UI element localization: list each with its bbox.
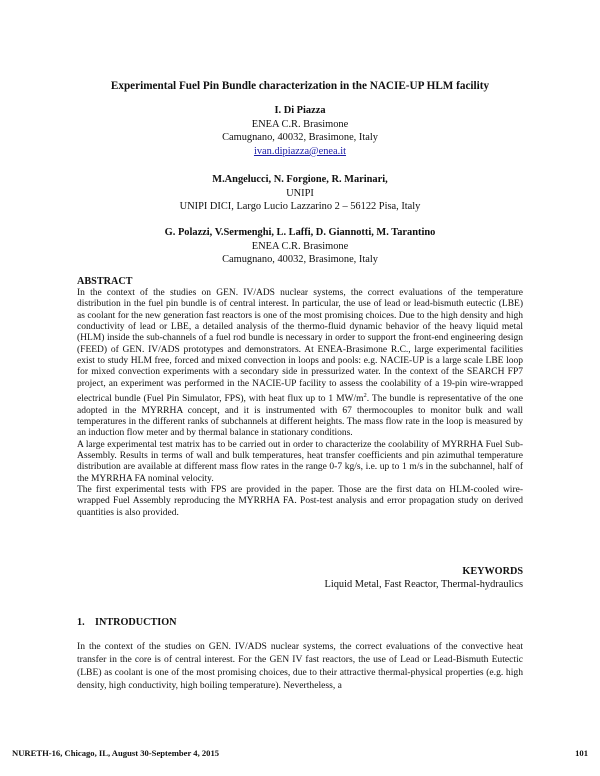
section-number: 1. bbox=[77, 617, 85, 628]
section-heading bbox=[77, 617, 177, 628]
author-block-1 bbox=[0, 104, 600, 158]
author-block-2 bbox=[0, 173, 600, 214]
author-affiliation: ENEA C.R. Brasimone bbox=[251, 118, 349, 130]
footer-conference: NURETH-16, Chicago, IL, August 30-September 4, 2015 bbox=[12, 748, 220, 758]
author-address: Camugnano, 40032, Brasimone, Italy bbox=[222, 132, 378, 144]
page-number: 101 bbox=[575, 748, 588, 758]
author-affiliation: ENEA C.R. Brasimone bbox=[251, 240, 349, 252]
abstract-heading: ABSTRACT bbox=[77, 276, 133, 287]
introduction-body bbox=[77, 641, 523, 693]
abstract-body bbox=[77, 288, 523, 519]
abstract-paragraph-2: A large experimental test matrix has to be carried out in order to characterize the coolability of MYRRHA Fuel Sub-Assembly. Results in terms of wall and bulk temperatures, heat transfer coefficients and pin azimuthal temperature distribution are available at different mass flow rates in the range 0-7 kg/s, i.e. up to 1 m/s in the subchannel, half of the MYRRHA FA nominal velocity. bbox=[77, 439, 523, 484]
author-names: I. Di Piazza bbox=[274, 105, 326, 116]
abstract-paragraph-3: The first experimental tests with FPS are provided in the paper. Those are the first data on HLM-cooled wire-wrapped Fuel Assembly reproducing the MYRRHA FA. Post-test analysis and error propagation study on derived quantities is also provided. bbox=[77, 485, 523, 518]
author-affiliation: UNIPI bbox=[286, 187, 314, 199]
page-footer bbox=[12, 748, 588, 758]
author-email-link[interactable]: ivan.dipiazza@enea.it bbox=[253, 145, 347, 157]
author-names: G. Polazzi, V.Sermenghi, L. Laffi, D. Giannotti, M. Tarantino bbox=[164, 227, 436, 238]
abstract-paragraph-1: In the context of the studies on GEN. IV/ADS nuclear systems, the correct evaluations of the temperature distribution in the fuel pin bundle is of central interest. In particular, the use of lead or lead-bismuth eutectic (LBE) as coolant for the new generation fast reactors is one of the most promising choices. Due to the high density and high conductivity of lead or LBE, a detailed analysis of the thermo-fluid dynamic behavior of the heavy liquid metal (HLM) inside the sub-channels of a fuel rod bundle is necessary in order to support the front-end engineering design (FEED) of GEN. IV/ADS prototypes and demonstrators. At ENEA-Brasimone R.C., large experimental facilities exist to study HLM free, forced and mixed convection in loops and pools: e.g. NACIE-UP is a large scale LBE loop for mixed convection experiments with a secondary side in pressurized water. In the context of the SEARCH FP7 project, an experiment was performed in the NACIE-UP facility to assess the coolability of a 19-pin wire-wrapped electrical bundle (Fuel Pin Simulator, FPS), with heat flux up to 1 $MW/m^2$. The bundle is representative of the one adopted in the MYRRHA concept, and it is instrumented with 67 thermocouples to monitor bulk and wall temperatures in the different ranks of subchannels at different heights. The mass flow rate in the loop is measured by an induction flow meter and by thermal balance in stationary conditions. bbox=[77, 288, 523, 439]
introduction-paragraph: In the context of the studies on GEN. IV/ADS nuclear systems, the correct evaluations of the convective heat transfer in the core is of central interest. For the GEN IV fast reactors, the use of Lead or Lead-Bismuth Eutectic (LBE) as coolant is one of the most promising choices, due to their attractive thermal-physical properties (e.g. high density, high conductivity, high boiling temperature). Nevertheless, a bbox=[77, 641, 523, 691]
author-names: M.Angelucci, N. Forgione, R. Marinari, bbox=[212, 174, 388, 185]
paper-title: Experimental Fuel Pin Bundle characterization in the NACIE-UP HLM facility bbox=[110, 80, 490, 92]
keywords-heading: KEYWORDS bbox=[462, 566, 523, 577]
author-address: Camugnano, 40032, Brasimone, Italy bbox=[222, 254, 378, 266]
section-title: INTRODUCTION bbox=[95, 617, 177, 628]
author-address: UNIPI DICI, Largo Lucio Lazzarino 2 – 56122 Pisa, Italy bbox=[179, 201, 421, 213]
author-block-3 bbox=[0, 226, 600, 267]
keywords-text: Liquid Metal, Fast Reactor, Thermal-hydraulics bbox=[324, 579, 523, 590]
